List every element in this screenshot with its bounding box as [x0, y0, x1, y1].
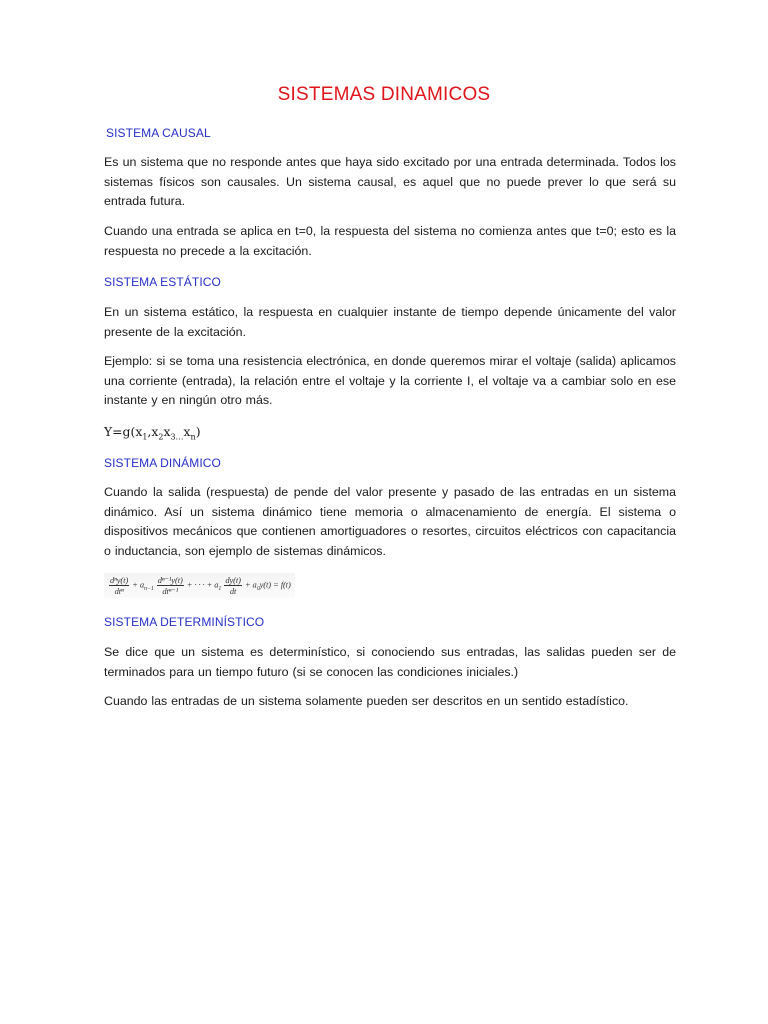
fraction-term-n-minus-1: $\frac{\text{dⁿ⁻¹y(t)}}{\text{dtⁿ⁻¹}}$: [157, 575, 183, 596]
paragraph-causal-example: Cuando una entrada se aplica en t=0, la respuesta del sistema no comienza antes que t=0; esto es la respuesta no precede a la excitación.: [104, 224, 676, 258]
paragraph-static-definition: En un sistema estático, la respuesta en cualquier instante de tiempo depende únicamente del valor presente de la excitación.: [104, 305, 676, 339]
paragraph-stochastic-note: Cuando las entradas de un sistema solamente pueden ser descritos en un sentido estadístico.: [104, 694, 629, 708]
paragraph-static-example: Ejemplo: si se toma una resistencia electrónica, en donde queremos mirar el voltaje (salida) aplicamos una corriente (entrada), la relación entre el voltaje y la corriente I, el voltaje va a cambiar solo en ese instante y en ningún otro más.: [104, 354, 676, 407]
fraction-term-first: $\frac{dy(t)}{dt}$: [225, 575, 241, 596]
section-heading-static: SISTEMA ESTÁTICO: [104, 275, 221, 289]
fraction-term-n: $\frac{\text{dⁿy(t)}}{\text{dtⁿ}}$: [110, 575, 129, 596]
paragraph-causal-definition: Es un sistema que no responde antes que haya sido excitado por una entrada determinada. Todos los sistemas físicos son causales. Un sistema causal, es aquel que no puede prever lo que será su entrada futura.: [104, 155, 676, 208]
paragraph-dynamic-definition: Cuando la salida (respuesta) de pende del valor presente y pasado de las entradas en un sistema dinámico. Así un sistema dinámico tiene memoria o almacenamiento de energía. El sistema o dispositivos mecánicos que contienen amortiguadores o resortes, circuitos eléctricos con capacitancia o inductancia, son ejemplo de sistemas dinámicos.: [104, 485, 676, 558]
differential-equation-image: $\frac{\text{dⁿy(t)}}{\text{dtⁿ}}$ + $a_{n-1}$ $\frac{\text{dⁿ⁻¹y(t)}}{\text{dtⁿ⁻¹}}$ + · · · + $a_1$ $\frac{dy(t)}{dt}$ + $a_0y(t) = f(t)$: [104, 573, 295, 598]
static-equation: $Y=g(x_1,x_2x_{3\dots}x_n)$: [104, 424, 201, 442]
section-heading-dynamic: SISTEMA DINÁMICO: [104, 456, 221, 470]
paragraph-deterministic-definition: Se dice que un sistema es determinístico, si conociendo sus entradas, las salidas pueden ser de terminados para un tiempo futuro (si se conocen las condiciones iniciales.): [104, 645, 676, 679]
section-heading-causal: SISTEMA CAUSAL: [106, 126, 211, 140]
section-heading-deterministic: SISTEMA DETERMINÍSTICO: [104, 615, 265, 629]
page-title: SISTEMAS DINAMICOS: [277, 84, 491, 105]
